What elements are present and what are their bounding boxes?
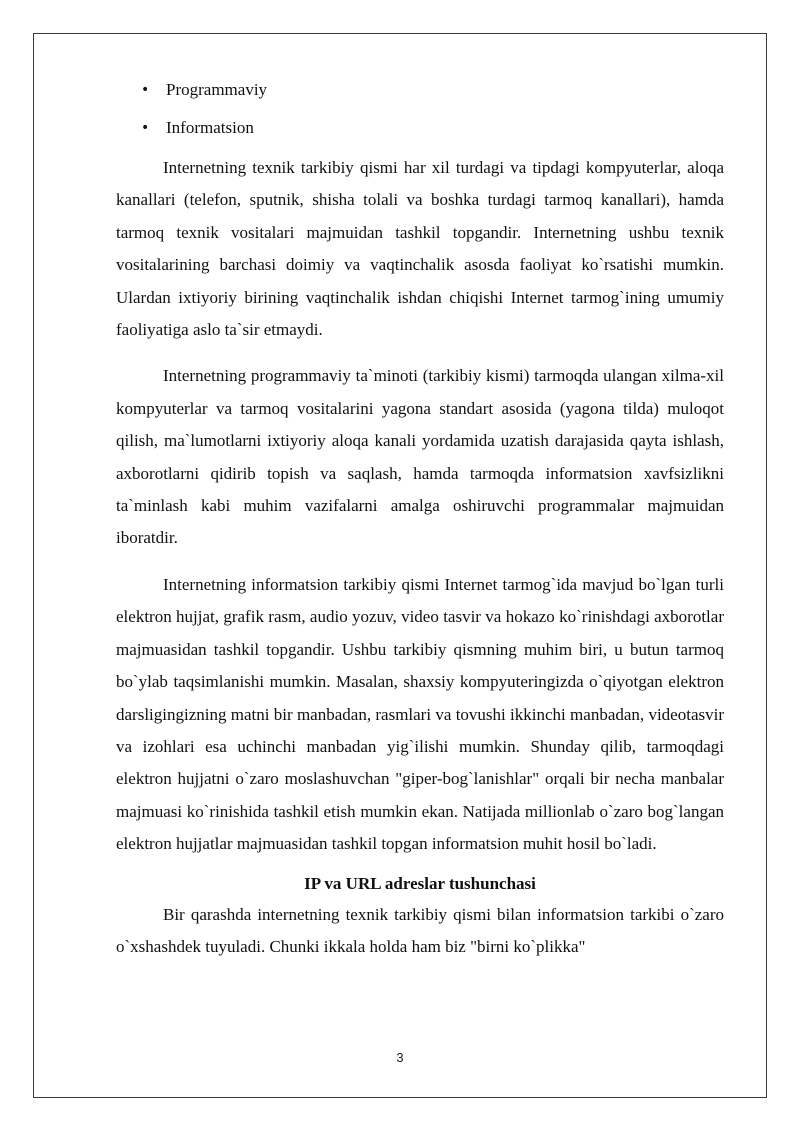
bullet-icon: • xyxy=(141,82,150,98)
list-item-text: Programmaviy xyxy=(166,80,268,99)
section-heading: IP va URL adreslar tushunchasi xyxy=(304,873,536,893)
document-body xyxy=(116,76,724,963)
paragraph-technical: Internetning texnik tarkibiy qismi har xil turdagi va tipdagi kompyuterlar, aloqa kanallari (telefon, sputnik, shisha tolali va boshka turdagi tarmoq kanallari), hamda tarmoq texnik vositalari majmuidan tashkil topgandir. Internetning ushbu texnik vositalarining barchasi doimiy va vaqtinchalik asosda faoliyat ko`rsatishi mumkin. Ulardan ixtiyoriy birining vaqtinchalik ishdan chiqishi Internet tarmog`ining umumiy faoliyatiga aslo ta`sir etmaydi. xyxy=(116,158,724,340)
list-item xyxy=(116,114,724,152)
list-item-text: Informatsion xyxy=(166,118,254,137)
paragraph-software: Internetning programmaviy ta`minoti (tarkibiy kismi) tarmoqda ulangan xilma-xil kompyuterlar va tarmoq vositalarini yagona standart asosida (yagona tilda) muloqot qilish, ma`lumotlarni ixtiyoriy aloqa kanali yordamida uzatish darajasida qayta ishlash, axborotlarni qidirib topish va saqlash, hamda tarmoqda informatsion xavfsizlikni ta`minlash kabi muhim vazifalarni amalga oshiruvchi programmalar majmuidan iboratdir. xyxy=(116,366,724,548)
page-number: 3 xyxy=(396,1050,404,1065)
paragraph-informational: Internetning informatsion tarkibiy qismi Internet tarmog`ida mavjud bo`lgan turli elektron hujjat, grafik rasm, audio yozuv, video tasvir va hokazo ko`rinishdagi axborotlar majmuasidan tashkil topgandir. Ushbu tarkibiy qismning muhim biri, u butun tarmoq bo`ylab taqsimlanishi mumkin. Masalan, shaxsiy kompyuteringizda o`qiyotgan elektron darsligingizning matni bir manbadan, rasmlari va tovushi ikkinchi manbadan, videotasvir va izohlari esa uchinchi manbadan yig`ilishi mumkin. Shunday qilib, tarmoqdagi elektron hujjatni o`zaro moslashuvchan "giper-bog`lanishlar" orqali bir necha manbalar majmuasi ko`rinishida tashkil etish mumkin ekan. Natijada millionlab o`zaro bog`langan elektron hujjatlar majmuasidan tashkil topgan informatsion muhit hosil bo`ladi. xyxy=(116,574,724,854)
list-item xyxy=(116,76,724,114)
paragraph-ip-url: Bir qarashda internetning texnik tarkibiy qismi bilan informatsion tarkibi o`zaro o`xshashdek tuyuladi. Chunki ikkala holda ham biz "birni ko`plikka" xyxy=(116,904,724,956)
bullet-list xyxy=(116,76,724,152)
bullet-icon: • xyxy=(141,120,150,136)
